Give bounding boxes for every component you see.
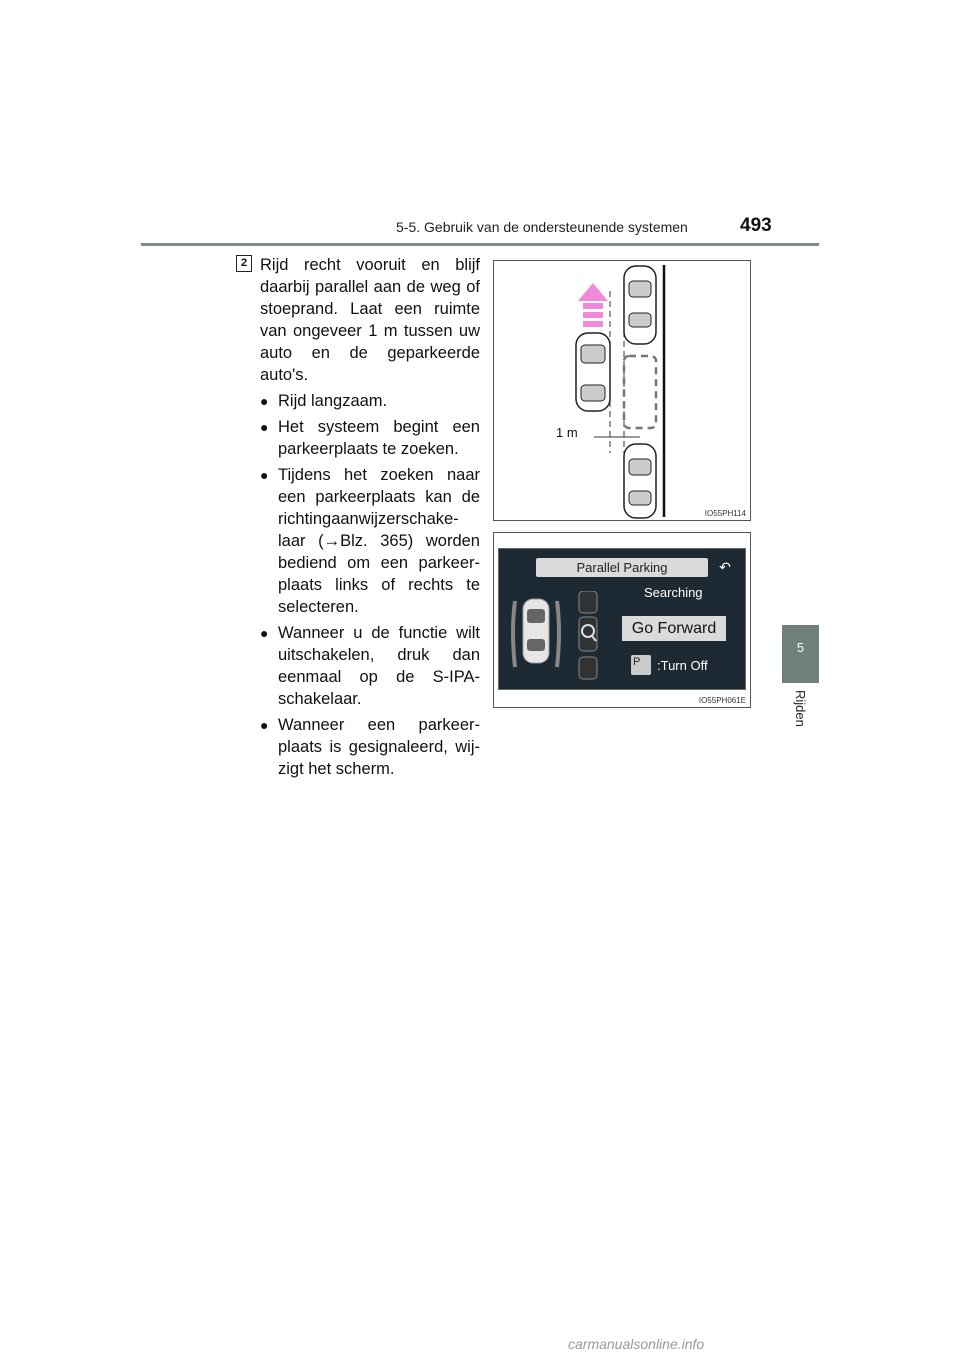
- sensor-status-graphic: [509, 591, 609, 685]
- parking-assist-screen-figure: [493, 532, 751, 708]
- bullet-icon: ●: [260, 467, 269, 483]
- parked-car-icon: [624, 444, 656, 518]
- list-item: [260, 390, 480, 412]
- car-top-view-icon: [523, 599, 549, 663]
- chapter-title: Rijden: [793, 690, 808, 727]
- step-intro: Rijd recht vooruit en blijf daarbij parallel aan de weg of stoeprand. Laat een ruimte van ongeveer 1 m tussen uw auto en de geparkeerde auto's.: [260, 256, 480, 384]
- screen-title: Parallel Parking: [536, 558, 708, 577]
- list-item: [260, 622, 480, 710]
- turn-off-label: :Turn Off: [657, 658, 708, 673]
- bullet-text: Wanneer u de functie wilt uitschakelen, druk dan eenmaal op de S-IPA-schakelaar.: [278, 624, 480, 708]
- figure-code: IO55PH061E: [698, 696, 746, 705]
- bullet-icon: ●: [260, 393, 269, 409]
- header-divider: [141, 243, 819, 246]
- bullet-text: Wanneer een parkeer-plaats is gesignaleerd, wij-zigt het scherm.: [278, 716, 480, 778]
- bullet-icon: ●: [260, 419, 269, 435]
- bullet-icon: ●: [260, 717, 269, 733]
- chapter-number: 5: [796, 640, 805, 655]
- step-number: 2: [236, 255, 252, 272]
- own-car-icon: [576, 333, 610, 411]
- target-parking-space: [624, 356, 656, 428]
- parking-diagram-svg: [494, 261, 750, 520]
- bullet-text: Tijdens het zoeken naar een parkeerplaats kan de richtingaanwijzerschake-laar (→Blz. 365) worden bediend om een parkeer-plaats links of rechts te selecteren.: [278, 466, 480, 616]
- instruction-banner: Go Forward: [622, 616, 726, 641]
- distance-label: 1 m: [556, 425, 578, 440]
- return-arrow-icon: ↶: [719, 559, 731, 575]
- bullet-text: Rijd langzaam.: [278, 392, 388, 410]
- display-screen: [498, 548, 746, 690]
- list-item: [260, 464, 480, 618]
- step-text: [260, 254, 480, 780]
- list-item: [260, 714, 480, 780]
- parked-car-icon: [624, 266, 656, 344]
- figure-code: IO55PH114: [704, 509, 746, 518]
- bullet-icon: ●: [260, 625, 269, 641]
- watermark-url: carmanualsonline.info: [568, 1336, 705, 1352]
- list-item: [260, 416, 480, 460]
- search-status: Searching: [644, 585, 703, 600]
- parking-switch-icon: P: [631, 655, 651, 675]
- parking-diagram: [493, 260, 751, 521]
- bullet-text: Het systeem begint een parkeerplaats te zoeken.: [278, 418, 480, 458]
- forward-arrow-icon: [578, 283, 608, 327]
- page-number: 493: [740, 215, 772, 236]
- section-title: 5-5. Gebruik van de ondersteunende systemen: [396, 219, 688, 235]
